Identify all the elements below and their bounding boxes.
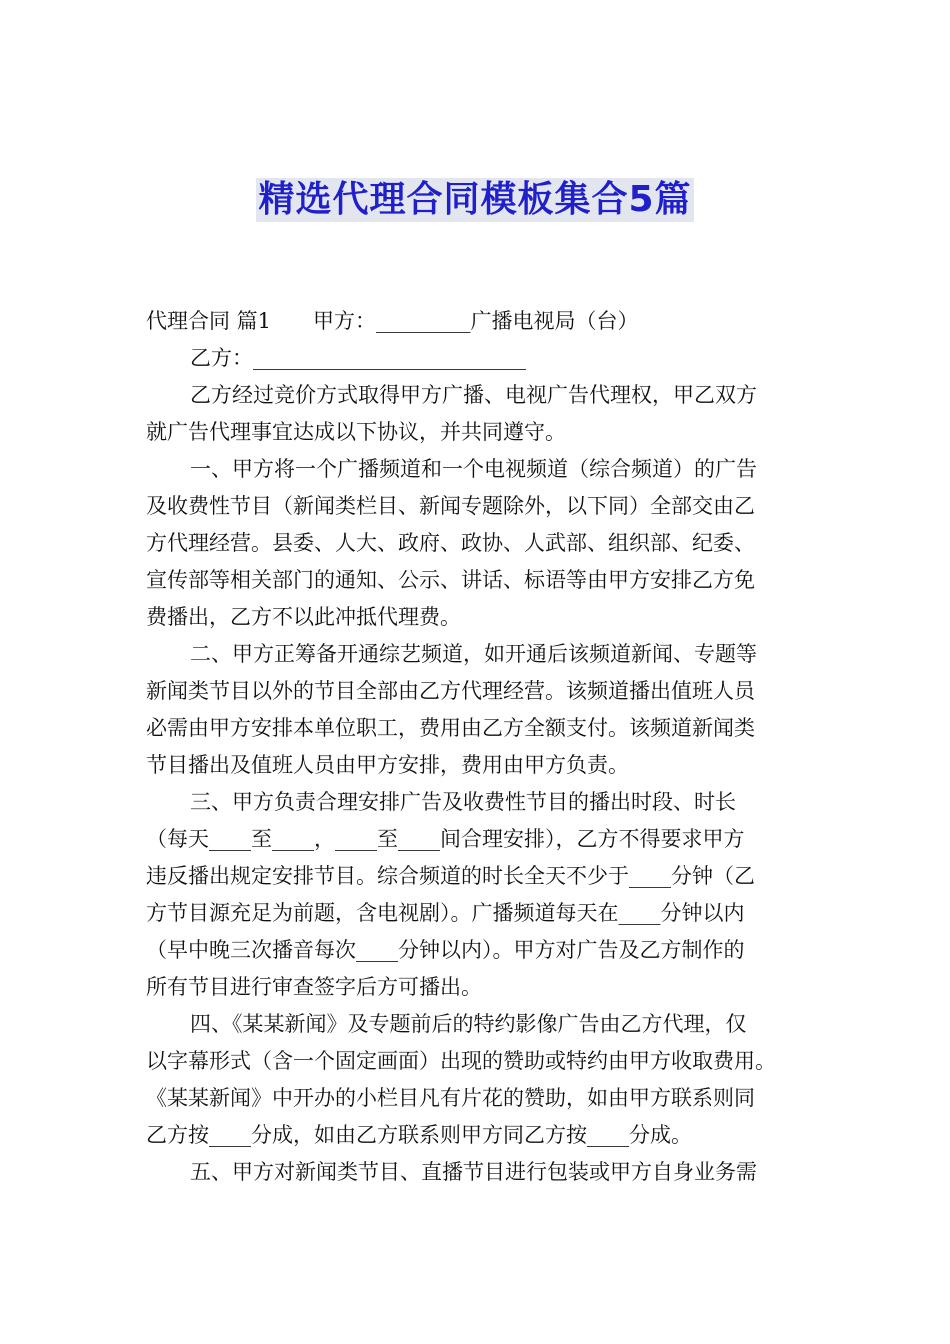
clause-2-line-3: 必需由甲方安排本单位职工，费用由乙方全额支付。该频道新闻类 [146,716,755,740]
clause-3-line-2: （每天____至____，____至____间合理安排），乙方不得要求甲方 [146,827,745,851]
clause-1-line-1: 一、甲方将一个广播频道和一个电视频道（综合频道）的广告 [190,457,757,481]
clause-4-line-3: 《某某新闻》中开办的小栏目凡有片花的赞助，如由甲方联系则同 [146,1086,755,1110]
clause-4-line-1: 四、《某某新闻》及专题前后的特约影像广告由乙方代理，仅 [190,1012,747,1036]
clause-4-line-2: 以字幕形式（含一个固定画面）出现的赞助或特约由甲方收取费用。 [146,1049,776,1073]
title-container [0,178,950,222]
clause-1-line-2: 及收费性节目（新闻类栏目、新闻专题除外，以下同）全部交由乙 [146,494,755,518]
line-contract-header: 代理合同 篇1 甲方：_________广播电视局（台） [146,309,639,333]
clause-2-line-2: 新闻类节目以外的节目全部由乙方代理经营。该频道播出值班人员 [146,679,755,703]
clause-3-line-6: 所有节目进行审查签字后方可播出。 [146,975,482,999]
paragraph-intro-line-2: 就广告代理事宜达成以下协议，并共同遵守。 [146,420,566,444]
clause-1-line-3: 方代理经营。县委、人大、政府、政协、人武部、组织部、纪委、 [146,531,755,555]
clause-3-line-4: 方节目源充足为前题，含电视剧）。广播频道每天在____分钟以内 [146,901,745,925]
clause-1-line-4: 宣传部等相关部门的通知、公示、讲话、标语等由甲方安排乙方免 [146,568,755,592]
clause-5-line-1: 五、甲方对新闻类节目、直播节目进行包装或甲方自身业务需 [190,1160,757,1184]
line-party-b: 乙方：__________________________ [190,346,526,370]
document-body [146,303,806,1191]
paragraph-intro-line-1: 乙方经过竞价方式取得甲方广播、电视广告代理权，甲乙双方 [190,383,757,407]
document-title: 精选代理合同模板集合5篇 [258,179,692,220]
clause-2-line-1: 二、甲方正筹备开通综艺频道，如开通后该频道新闻、专题等 [190,642,757,666]
clause-3-line-5: （早中晚三次播音每次____分钟以内）。甲方对广告及乙方制作的 [146,938,745,962]
clause-3-line-3: 违反播出规定安排节目。综合频道的时长全天不少于____分钟（乙 [146,864,755,888]
clause-1-line-5: 费播出，乙方不以此冲抵代理费。 [146,605,461,629]
clause-4-line-4: 乙方按____分成，如由乙方联系则甲方同乙方按____分成。 [146,1123,692,1147]
clause-2-line-4: 节目播出及值班人员由甲方安排，费用由甲方负责。 [146,753,629,777]
clause-3-line-1: 三、甲方负责合理安排广告及收费性节目的播出时段、时长 [190,790,736,814]
